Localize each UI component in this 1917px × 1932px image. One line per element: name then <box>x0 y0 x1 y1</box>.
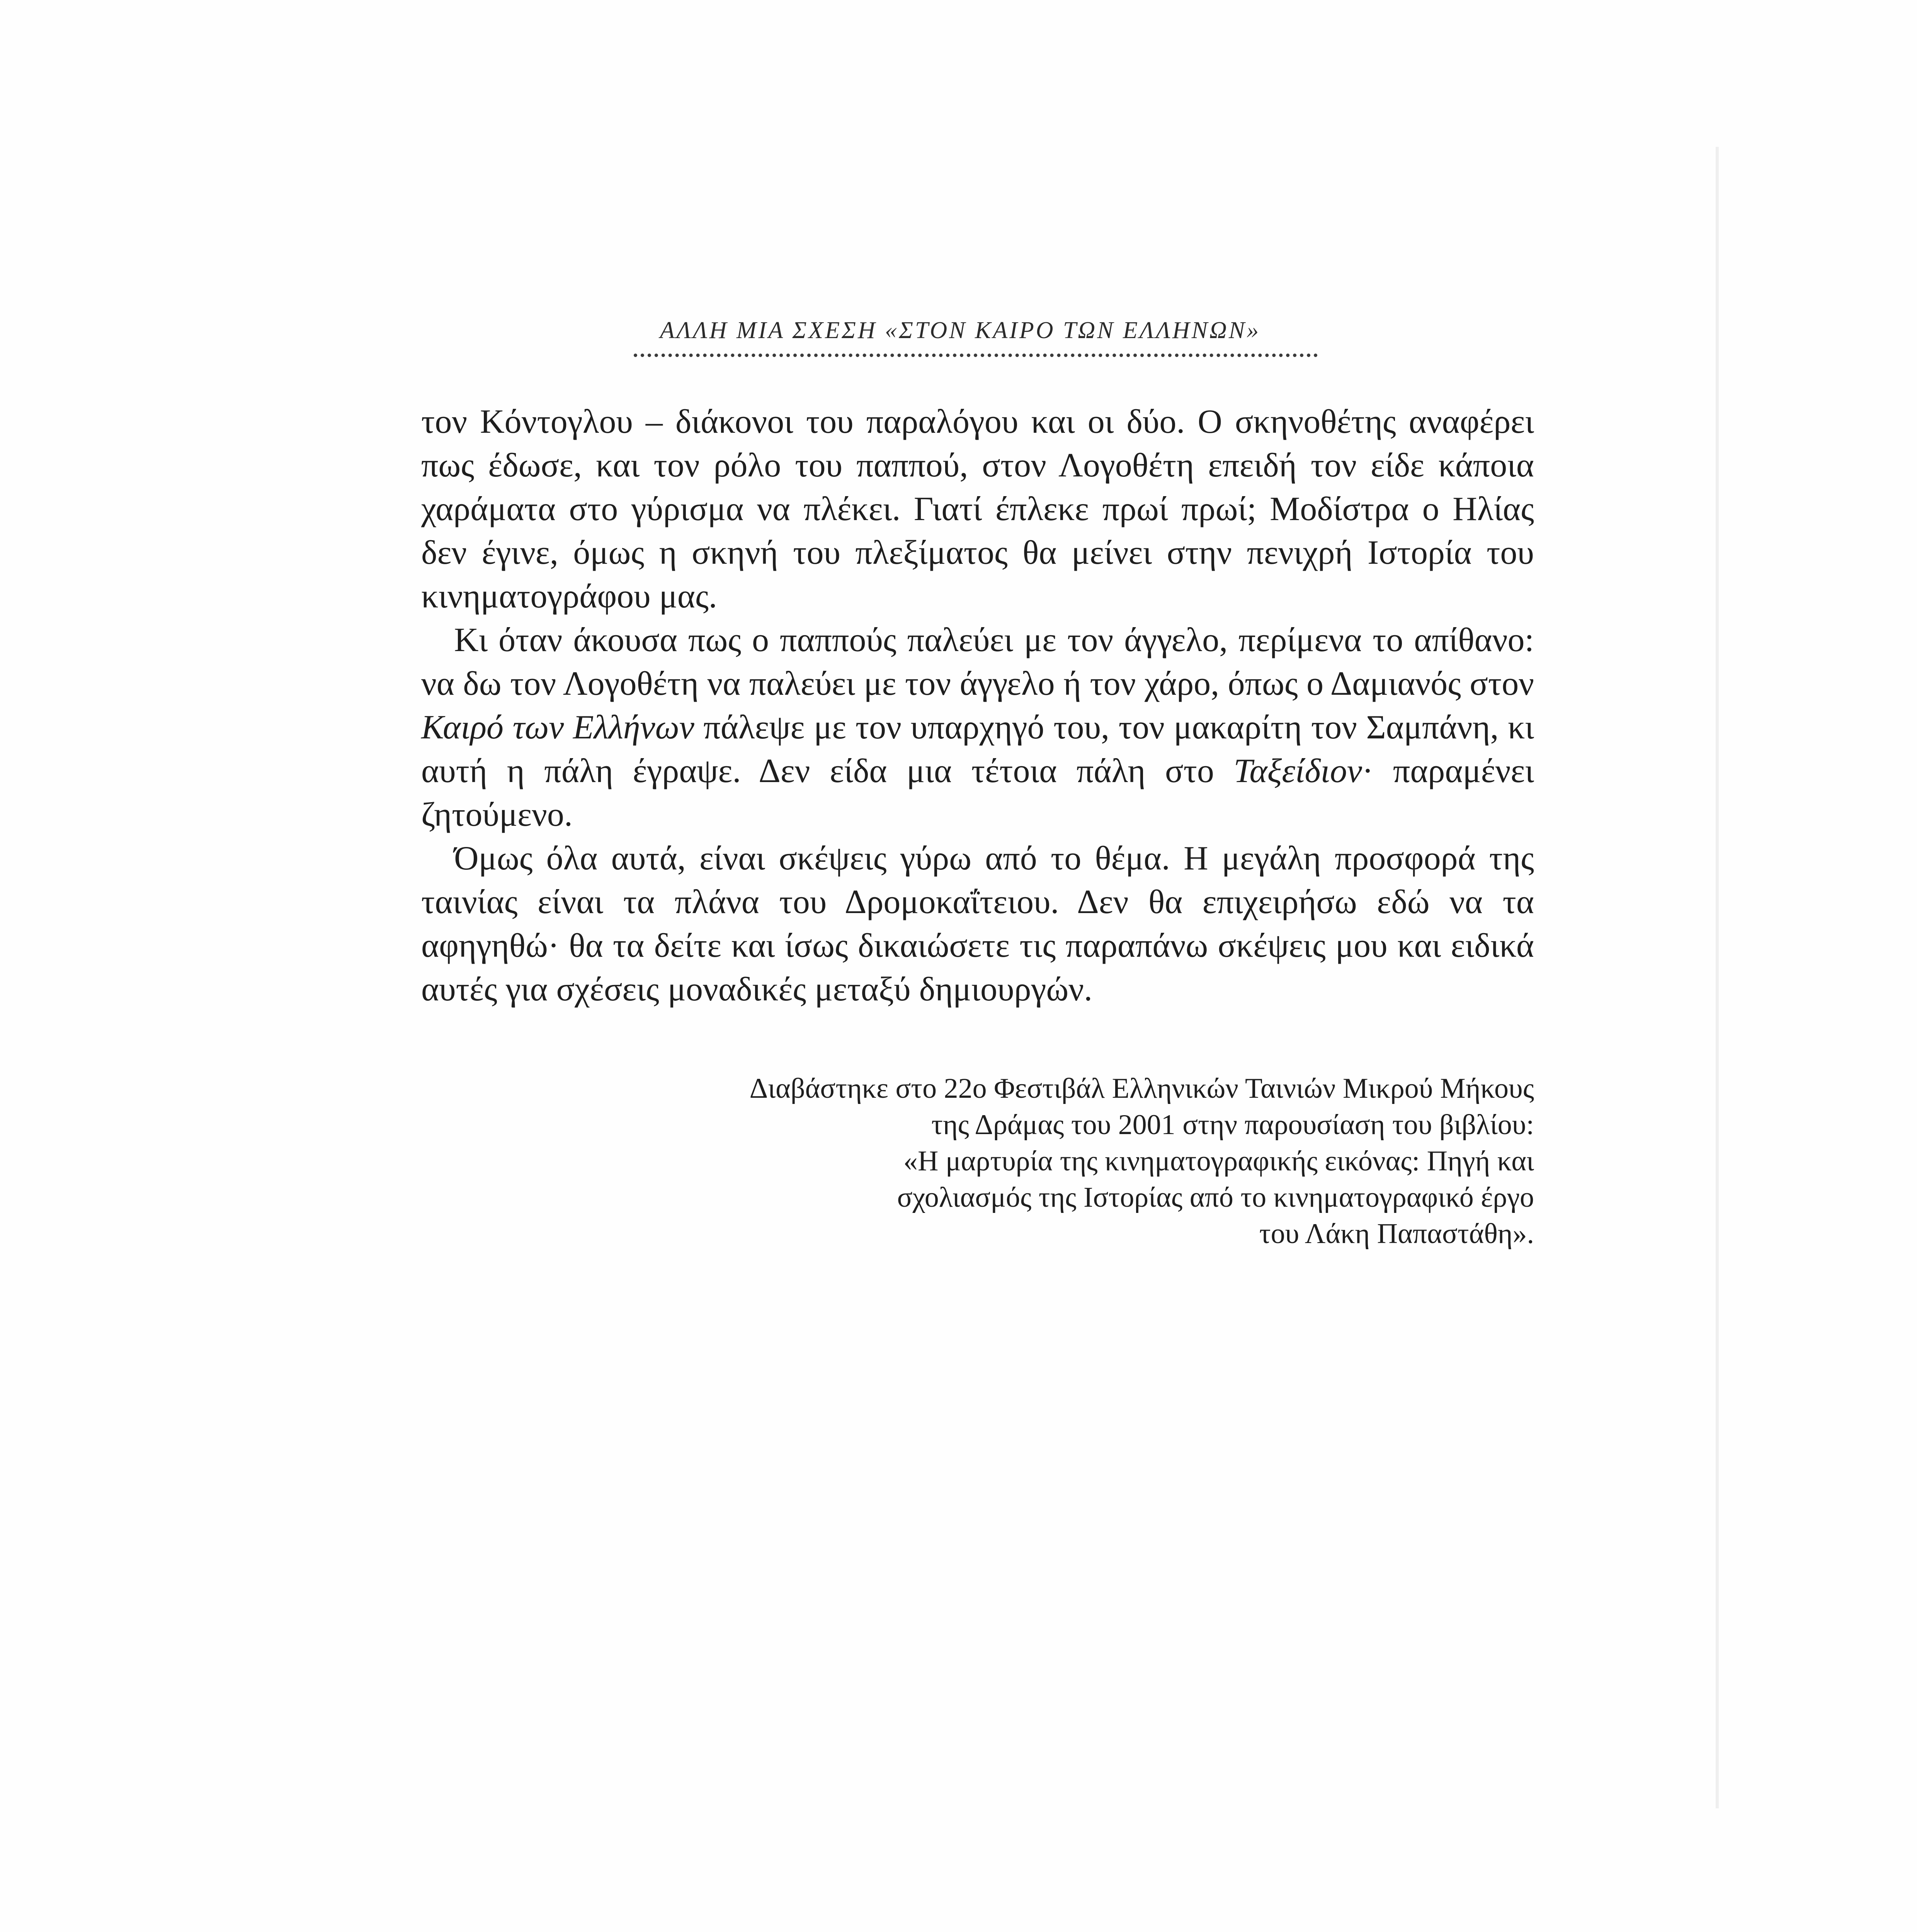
source-note <box>580 1070 1534 1252</box>
paragraph-2-part-1: Κι όταν άκουσα πως ο παππούς παλεύει με τον άγγελο, περίμενα το απίθανο: να δω τον Λογοθέτη να παλεύει με τον άγγελο ή τον χάρο, όπως ο Δαμιανός στον <box>421 621 1534 702</box>
paragraph-2-part-2: πάλεψε με τον υπαρχηγό του, τον μακαρίτη τον Σαμπάνη, κι αυτή η πάλη έγραψε. Δεν είδα μια τέτοια πάλη στο <box>421 709 1534 790</box>
running-head-dotted-rule <box>634 354 1318 357</box>
paragraph-2-part-3: · παραμένει ζητούμενο. <box>421 752 1534 833</box>
source-note-line: σχολιασμός της Ιστορίας από το κινηματογραφικό έργο <box>897 1182 1534 1213</box>
film-title-kairos: Καιρό των Ελλήνων <box>421 709 694 746</box>
source-note-line: Διαβάστηκε στο 22ο Φεστιβάλ Ελληνικών Ταινιών Μικρού Μήκους <box>749 1073 1534 1104</box>
paragraph-3: Όμως όλα αυτά, είναι σκέψεις γύρω από το θέμα. Η μεγάλη προσφορά της ταινίας είναι τα πλάνα του Δρομοκαΐτειου. Δεν θα επιχειρήσω εδώ να τα αφηγηθώ· θα τα δείτε και ίσως δικαιώσετε τις παραπάνω σκέψεις μου και ειδικά αυτές για σχέσεις μοναδικές μεταξύ δημιουργών. <box>421 840 1534 1008</box>
paragraph-1: τον Κόντογλου – διάκονοι του παραλόγου και οι δύο. Ο σκηνοθέτης αναφέρει πως έδωσε, και τον ρόλο του παππού, στον Λογοθέτη επειδή τον είδε κάποια χαράματα στο γύρισμα να πλέκει. Γιατί έπλεκε πρωί πρωί; Μοδίστρα ο Ηλίας δεν έγινε, όμως η σκηνή του πλεξίματος θα μείνει στην πενιχρή Ιστορία του κινηματογράφου μας. <box>421 403 1534 615</box>
paragraph-2 <box>421 618 1534 837</box>
body-text <box>421 400 1534 1011</box>
film-title-taxeidion: Ταξείδιον <box>1233 752 1362 790</box>
source-note-line: «Η μαρτυρία της κινηματογραφικής εικόνας: Πηγή και <box>903 1145 1534 1177</box>
source-note-line: της Δράμας του 2001 στην παρουσίαση του βιβλίου: <box>931 1109 1534 1141</box>
scan-edge-shadow <box>1716 147 1719 1808</box>
running-head: ΑΛΛΗ ΜΙΑ ΣΧΕΣΗ «ΣΤΟΝ ΚΑΙΡΟ ΤΩΝ ΕΛΛΗΝΩΝ» <box>660 317 1261 344</box>
source-note-line: του Λάκη Παπαστάθη». <box>1259 1218 1534 1250</box>
